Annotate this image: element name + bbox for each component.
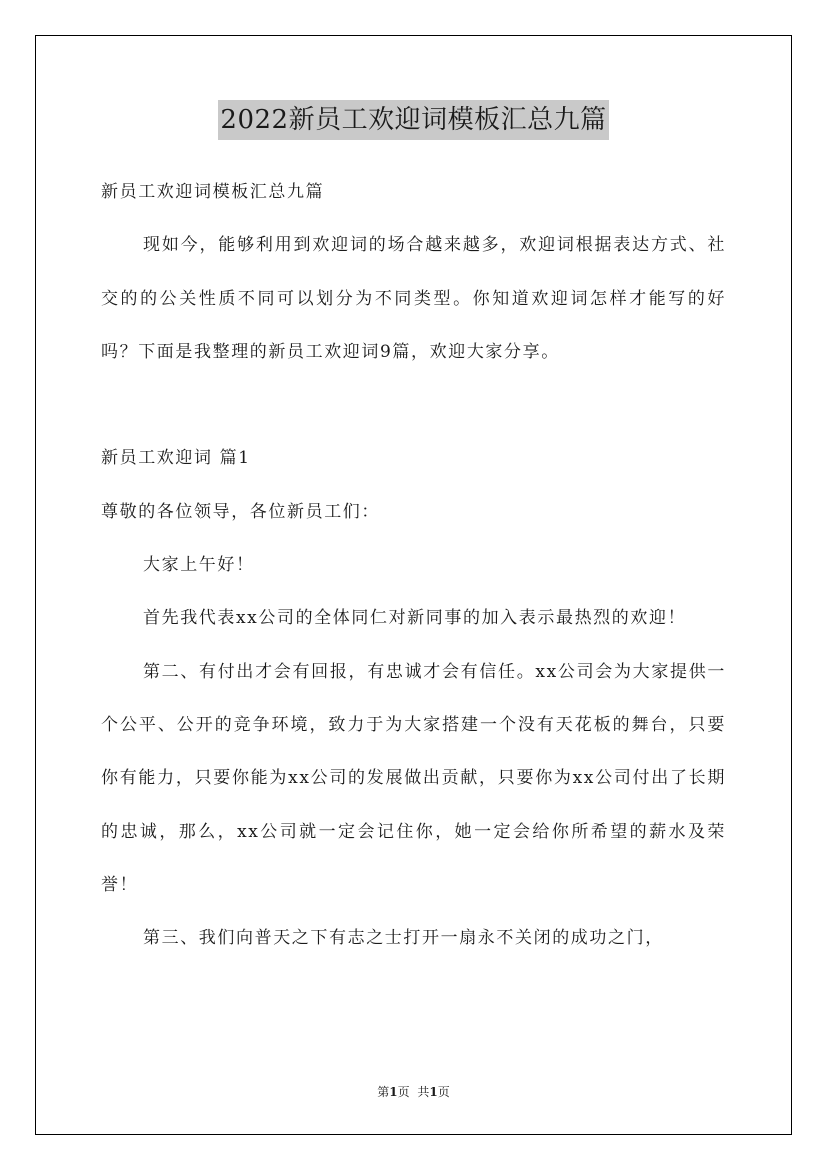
greeting: 大家上午好！: [143, 555, 255, 576]
paragraph-second: 第二、有付出才会有回报，有忠诚才会有信任。xx公司会为大家提供一个公平、公开的竞争环境，致力于为大家搭建一个没有天花板的舞台，只要你有能力，只要你能为xx公司的发展做出贡献，只要你为xx公司付出了长期的忠诚，那么，xx公司就一定会记住你，她一定会给你所希望的薪水及荣誉！: [101, 661, 726, 895]
footer-page-suffix: 页: [397, 1085, 410, 1099]
title-container: [0, 100, 827, 140]
paragraph-welcome: 首先我代表xx公司的全体同仁对新同事的加入表示最热烈的欢迎！: [143, 608, 687, 629]
footer-page-prefix: 第: [377, 1085, 390, 1099]
page-footer: [0, 1082, 827, 1102]
document-body: [101, 166, 726, 965]
intro-paragraph: 现如今，能够利用到欢迎词的场合越来越多，欢迎词根据表达方式、社交的的公关性质不同可以划分为不同类型。你知道欢迎词怎样才能写的好吗？下面是我整理的新员工欢迎词9篇，欢迎大家分享。: [101, 235, 726, 362]
footer-total-prefix: 共: [417, 1085, 430, 1099]
document-title: 2022新员工欢迎词模板汇总九篇: [218, 100, 608, 140]
footer-page-current: 1: [389, 1085, 398, 1099]
paragraph-third: 第三、我们向普天之下有志之士打开一扇永不关闭的成功之门，: [143, 928, 664, 949]
salutation: 尊敬的各位领导，各位新员工们：: [101, 501, 380, 522]
footer-total-suffix: 页: [437, 1085, 450, 1099]
document-subtitle: 新员工欢迎词模板汇总九篇: [101, 182, 325, 202]
blank-line: [101, 379, 726, 432]
footer-page-total: 1: [429, 1085, 438, 1099]
section-heading: 新员工欢迎词 篇1: [101, 448, 251, 469]
